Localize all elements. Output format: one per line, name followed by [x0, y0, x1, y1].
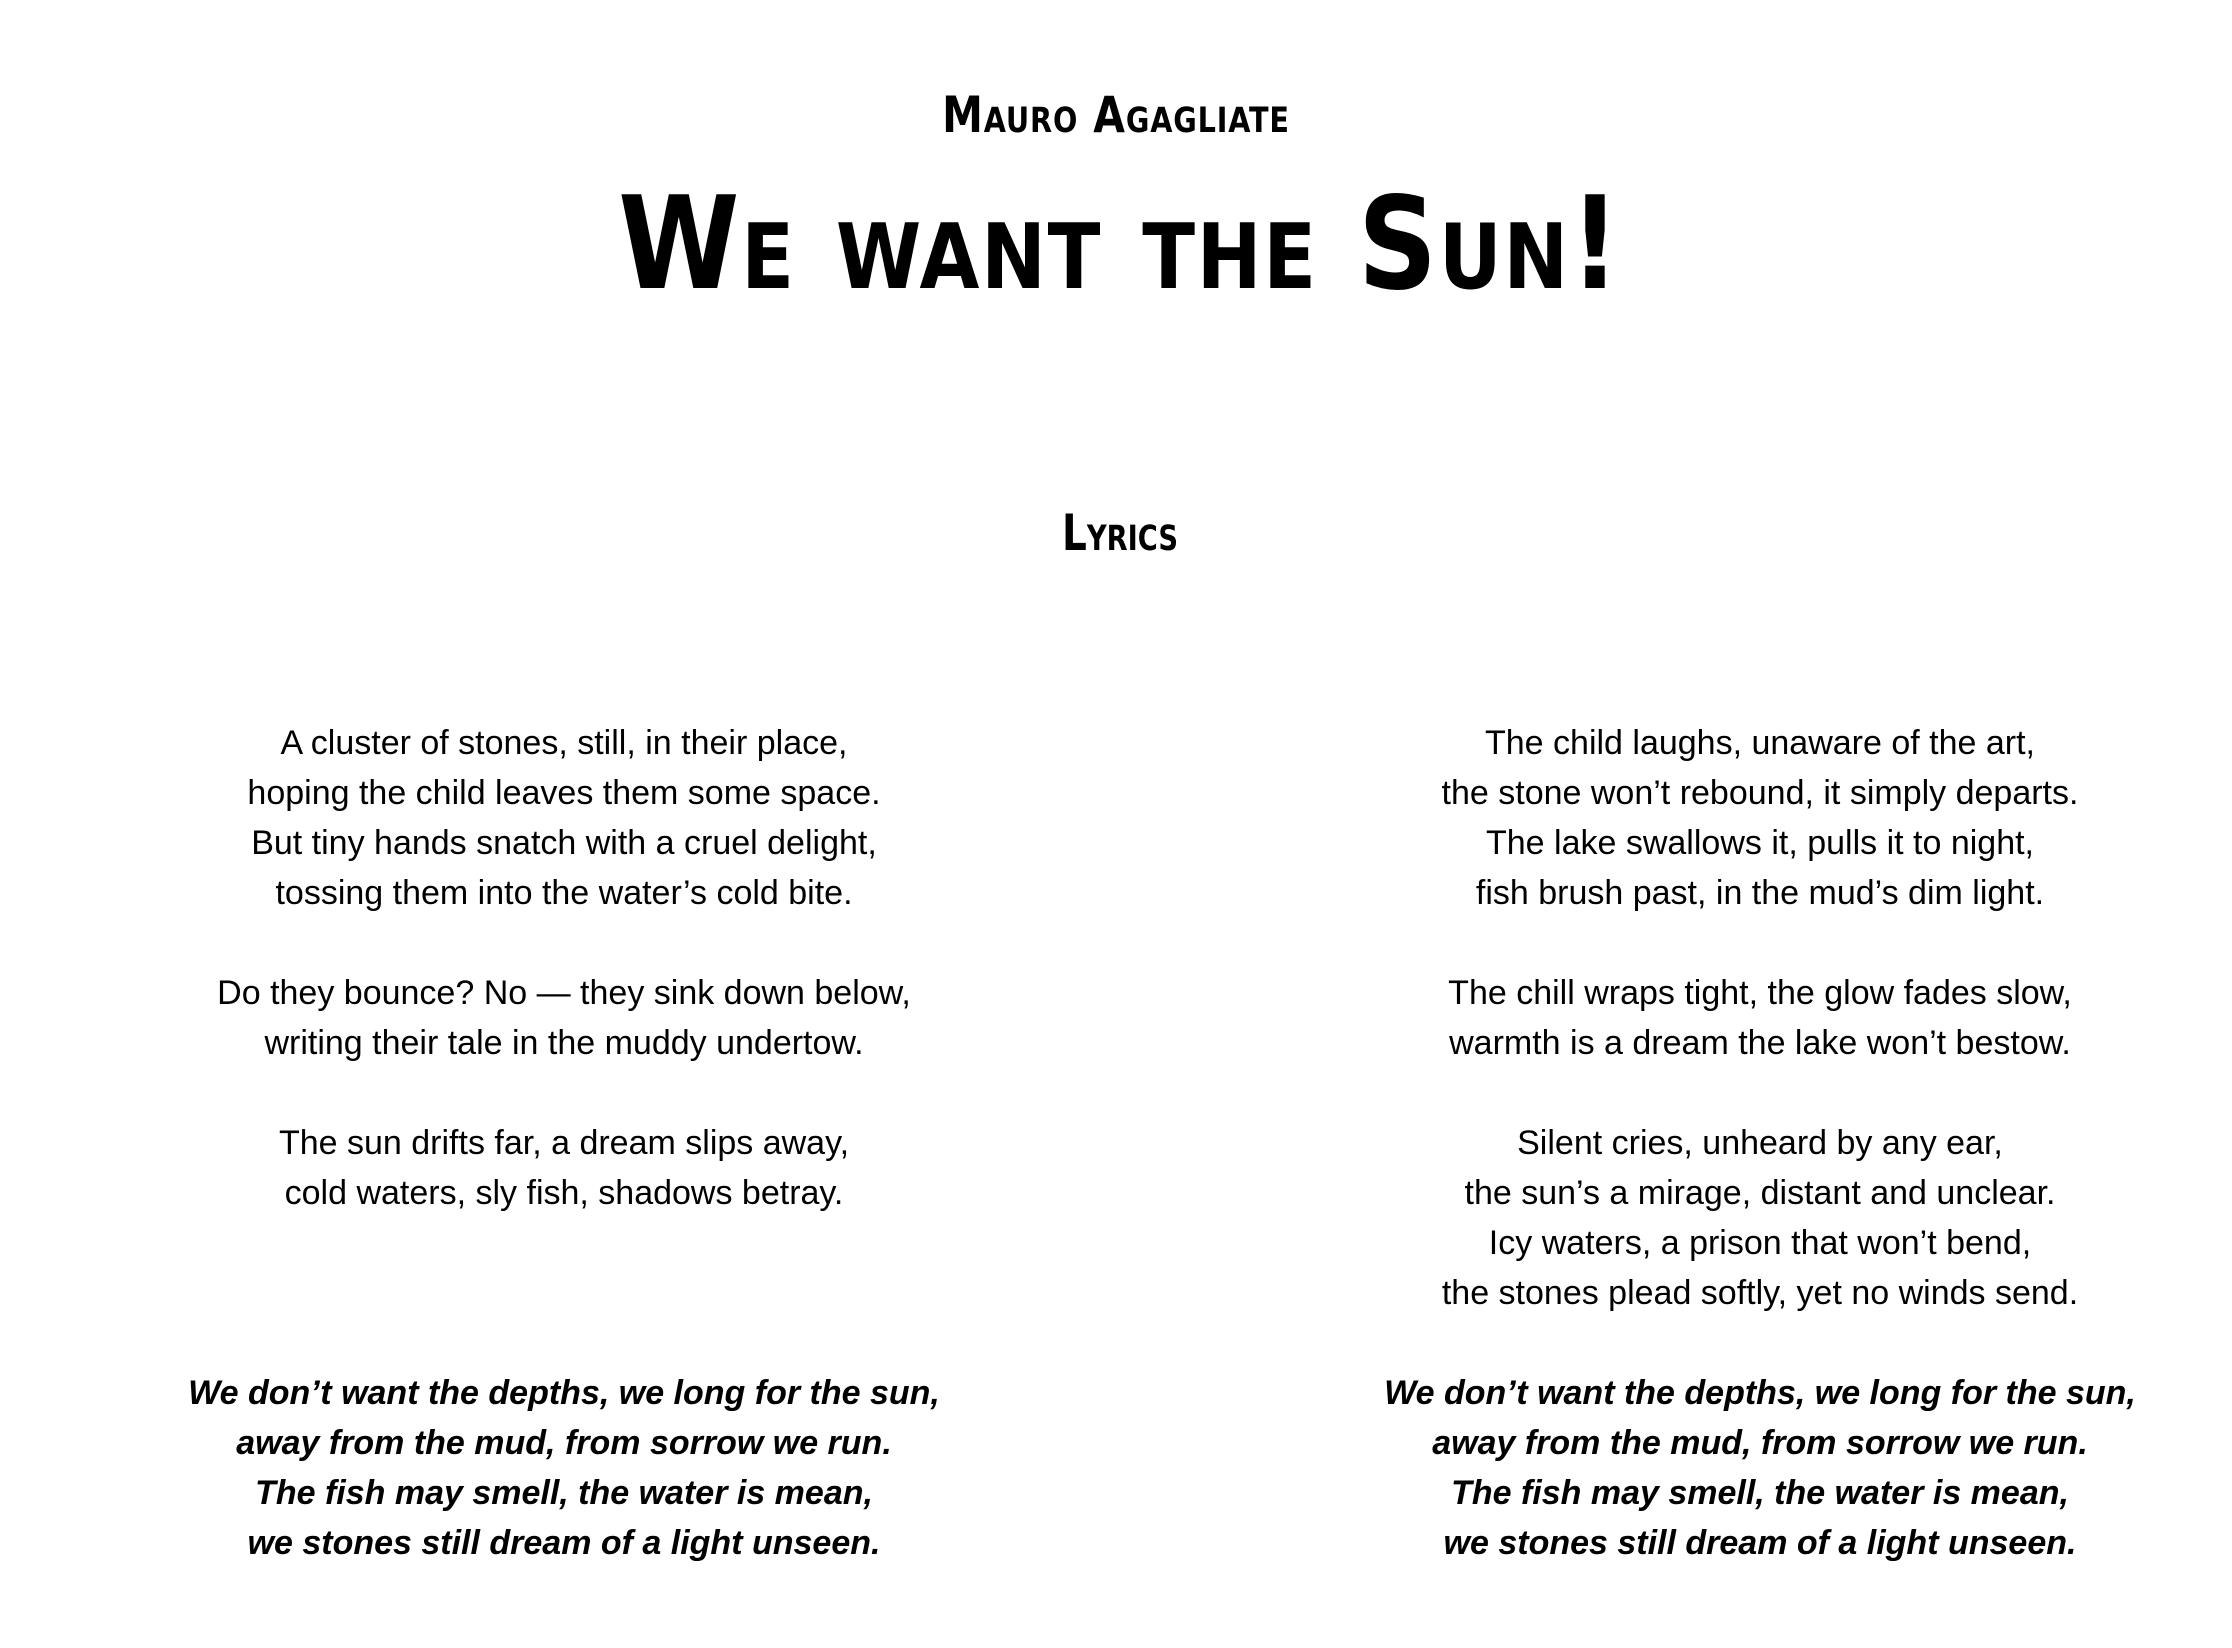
verse-stanza [124, 968, 1004, 1068]
verse-stanza [124, 1118, 1004, 1218]
verse-line: But tiny hands snatch with a cruel delight, [251, 824, 877, 862]
verse-line: A cluster of stones, still, in their place, [280, 724, 848, 762]
chorus-stanza [1320, 1368, 2200, 1568]
chorus-line: The fish may smell, the water is mean, [255, 1474, 873, 1512]
verse-line: Icy waters, a prison that won’t bend, [1488, 1224, 2032, 1262]
verse-line: the sun’s a mirage, distant and unclear. [1464, 1174, 2056, 1212]
verse-line: warmth is a dream the lake won’t bestow. [1449, 1024, 2071, 1062]
verse-line: tossing them into the water’s cold bite. [275, 874, 853, 912]
lyrics-column-left [124, 718, 1004, 1618]
author-name: Mauro Agagliate [942, 86, 1290, 144]
chorus-stanza [124, 1368, 1004, 1568]
verse-stanza [1320, 718, 2200, 918]
chorus-line: We don’t want the depths, we long for the sun, [1384, 1374, 2136, 1412]
chorus-line: The fish may smell, the water is mean, [1451, 1474, 2069, 1512]
chorus-line: we stones still dream of a light unseen. [1443, 1524, 2077, 1562]
chorus-line: away from the mud, from sorrow we run. [236, 1424, 892, 1462]
verse-line: Do they bounce? No — they sink down below, [217, 974, 911, 1012]
verse-line: hoping the child leaves them some space. [247, 774, 881, 812]
verse-line: writing their tale in the muddy undertow. [264, 1024, 864, 1062]
verse-line: The chill wraps tight, the glow fades slow, [1448, 974, 2072, 1012]
chorus-line: We don’t want the depths, we long for the sun, [188, 1374, 940, 1412]
verse-line: Silent cries, unheard by any ear, [1517, 1124, 2003, 1162]
verse-line: The child laughs, unaware of the art, [1485, 724, 2035, 762]
song-title: We want the Sun! [618, 170, 1622, 319]
verse-line: cold waters, sly fish, shadows betray. [284, 1174, 844, 1212]
verse-line: the stone won’t rebound, it simply departs. [1441, 774, 2079, 812]
verse-line: fish brush past, in the mud’s dim light. [1475, 874, 2045, 912]
chorus-line: away from the mud, from sorrow we run. [1432, 1424, 2088, 1462]
lyrics-column-right [1320, 718, 2200, 1618]
verse-line: The sun drifts far, a dream slips away, [278, 1124, 850, 1162]
chorus-line: we stones still dream of a light unseen. [247, 1524, 881, 1562]
verse-line: The lake swallows it, pulls it to night, [1485, 824, 2035, 862]
verse-stanza [1320, 1118, 2200, 1318]
verse-stanza [1320, 968, 2200, 1068]
verse-stanza [124, 718, 1004, 918]
section-heading-lyrics: Lyrics [1061, 504, 1179, 562]
verse-line: the stones plead softly, yet no winds send. [1441, 1274, 2079, 1312]
